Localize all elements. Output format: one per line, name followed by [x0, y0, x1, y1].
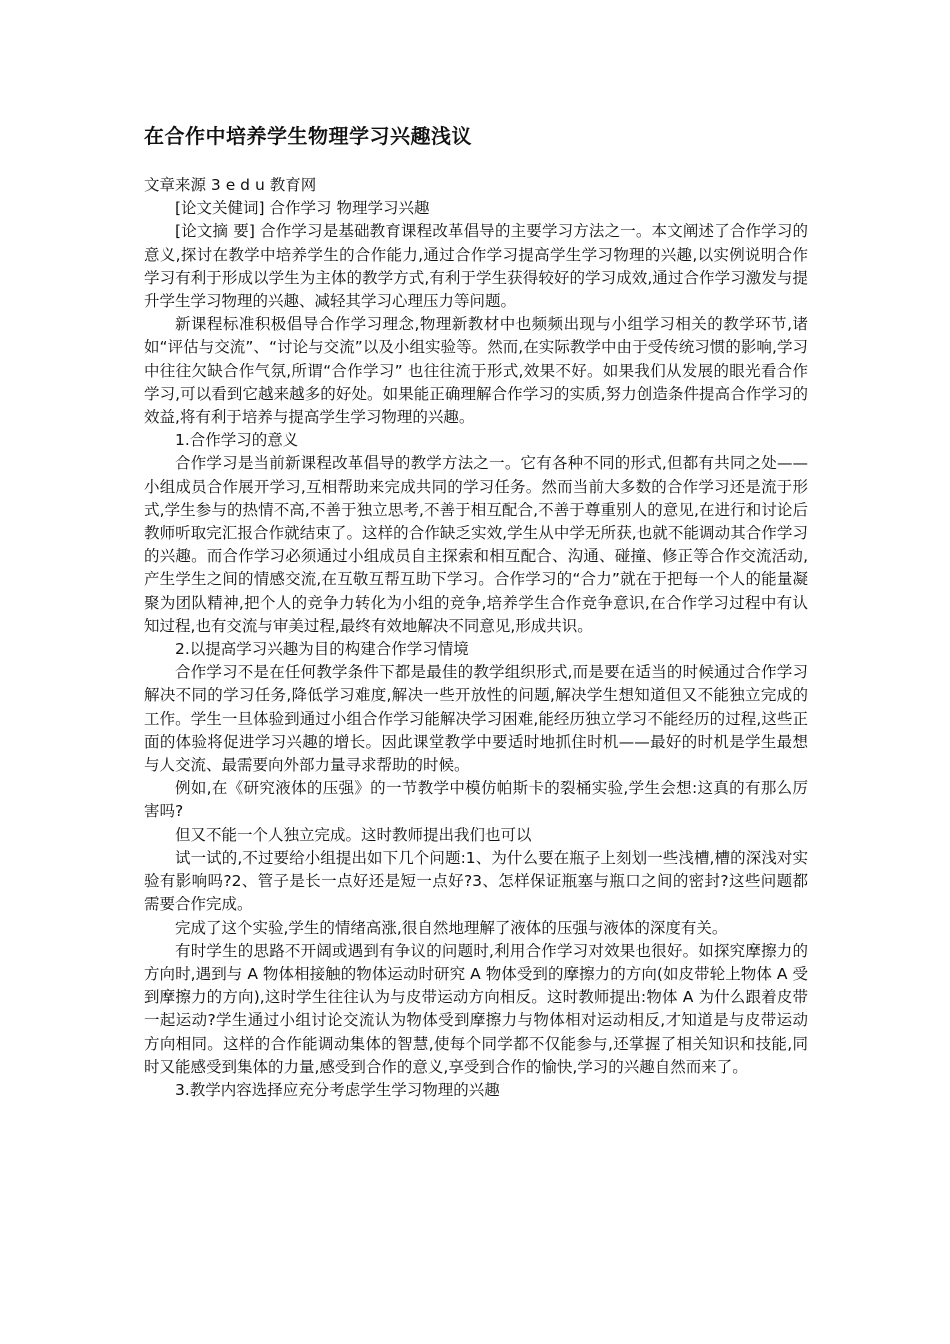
body-paragraph: 合作学习是当前新课程改革倡导的教学方法之一。它有各种不同的形式,但都有共同之处——小组成员合作展开学习,互相帮助来完成共同的学习任务。然而当前大多数的合作学习还是流于形式,学生参与的热情不高,不善于独立思考,不善于相互配合,不善于尊重别人的意见,在进行和讨论后教师听取完汇报合作就结束了。这样的合作缺乏实效,学生从中学无所获,也就不能调动其合作学习的兴趣。而合作学习必须通过小组成员自主探索和相互配合、沟通、碰撞、修正等合作交流活动,产生学生之间的情感交流,在互敬互帮互助下学习。合作学习的“合力”就在于把每一个人的能量凝聚为团队精神,把个人的竞争力转化为小组的竞争,培养学生合作竞争意识,在合作学习过程中有认知过程,也有交流与审美过程,最终有效地解决不同意见,形成共识。: [144, 454, 808, 635]
body-paragraph: 例如,在《研究液体的压强》的一节教学中模仿帕斯卡的裂桶实验,学生会想:这真的有那么厉害吗?: [144, 779, 808, 821]
body-paragraph: 但又不能一个人独立完成。这时教师提出我们也可以: [175, 825, 532, 844]
document-body: [144, 174, 808, 1102]
body-paragraph: 试一试的,不过要给小组提出如下几个问题:1、为什么要在瓶子上刻划一些浅槽,槽的深浅对实验有影响吗?2、管子是长一点好还是短一点好?3、怎样保证瓶塞与瓶口之间的密封?这些问题都需要合作完成。: [144, 848, 808, 914]
section-heading: 3.教学内容选择应充分考虑学生学习物理的兴趣: [175, 1080, 500, 1099]
abstract-paragraph: [论文摘 要] 合作学习是基础教育课程改革倡导的主要学习方法之一。本文阐述了合作学习的意义,探讨在教学中培养学生的合作能力,通过合作学习提高学生学习物理的兴趣,以实例说明合作学习有利于形成以学生为主体的教学方式,有利于学生获得较好的学习成效,通过合作学习激发与提升学生学习物理的兴趣、减轻其学习心理压力等问题。: [144, 222, 808, 311]
source-line: 文章来源 3 e d u 教育网: [144, 176, 317, 194]
keywords-paragraph: [论文关健词] 合作学习 物理学习兴趣: [175, 199, 430, 218]
section-heading: 1.合作学习的意义: [175, 431, 299, 450]
body-paragraph: 完成了这个实验,学生的情绪高涨,很自然地理解了液体的压强与液体的深度有关。: [175, 918, 728, 937]
section-heading: 2.以提高学习兴趣为目的构建合作学习情境: [175, 640, 469, 659]
document-title: 在合作中培养学生物理学习兴趣浅议: [144, 124, 472, 148]
body-paragraph: 合作学习不是在任何教学条件下都是最佳的教学组织形式,而是要在适当的时候通过合作学习解决不同的学习任务,降低学习难度,解决一些开放性的问题,解决学生想知道但又不能独立完成的工作。学生一旦体验到通过小组合作学习能解决学习困难,能经历独立学习不能经历的过程,这些正面的体验将促进学习兴趣的增长。因此课堂教学中要适时地抓住时机——最好的时机是学生最想与人交流、最需要向外部力量寻求帮助的时候。: [144, 663, 808, 775]
body-paragraph: 新课程标准积极倡导合作学习理念,物理新教材中也频频出现与小组学习相关的教学环节,诸如“评估与交流”、“讨论与交流”以及小组实验等。然而,在实际教学中由于受传统习惯的影响,学习中往往欠缺合作气氛,所谓“合作学习” 也往往流于形式,效果不好。如果我们从发展的眼光看合作学习,可以看到它越来越多的好处。如果能正确理解合作学习的实质,努力创造条件提高合作学习的效益,将有利于培养与提高学生学习物理的兴趣。: [144, 315, 808, 427]
body-paragraph: 有时学生的思路不开阔或遇到有争议的问题时,利用合作学习对效果也很好。如探究摩擦力的方向时,遇到与 A 物体相接触的物体运动时研究 A 物体受到的摩擦力的方向(如皮带轮上物体 A 受到摩擦力的方向),这时学生往往认为与皮带运动方向相反。这时教师提出:物体 A 为什么跟着皮带一起运动?学生通过小组讨论交流认为物体受到摩擦力与物体相对运动相反,才知道是与皮带运动方向相同。这样的合作能调动集体的智慧,使每个同学都不仅能参与,还掌握了相关知识和技能,同时又能感受到集体的力量,感受到合作的意义,享受到合作的愉快,学习的兴趣自然而来了。: [144, 941, 808, 1076]
